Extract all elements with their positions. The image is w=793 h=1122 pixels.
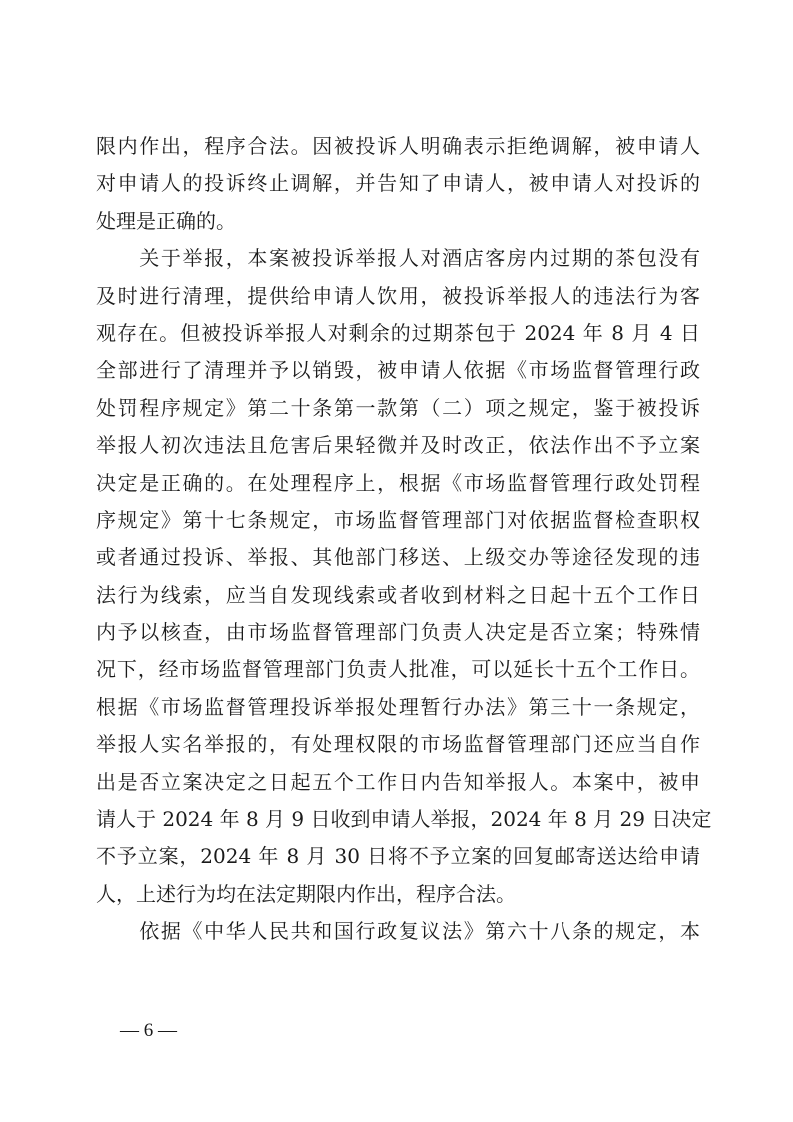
text-line: 出是否立案决定之日起五个工作日内告知举报人。本案中，被申 — [96, 769, 700, 794]
text-line: 法行为线索，应当自发现线索或者收到材料之日起十五个工作日 — [96, 582, 700, 607]
text-line: 限内作出，程序合法。因被投诉人明确表示拒绝调解，被申请人 — [96, 134, 700, 158]
text-line: 关于举报，本案被投诉举报人对酒店客房内过期的茶包没有 — [96, 246, 700, 271]
text-line: 处罚程序规定》第二十条第一款第（二）项之规定，鉴于被投诉 — [96, 395, 700, 420]
text-line: 举报人实名举报的，有处理权限的市场监督管理部门还应当自作 — [96, 732, 700, 757]
text-line: 况下，经市场监督管理部门负责人批准，可以延长十五个工作日。 — [96, 657, 700, 682]
body-text — [96, 128, 712, 951]
text-line: 及时进行清理，提供给申请人饮用，被投诉举报人的违法行为客 — [96, 283, 700, 308]
text-line: 举报人初次违法且危害后果轻微并及时改正，依法作出不予立案 — [96, 433, 700, 458]
text-line: 根据《市场监督管理投诉举报处理暂行办法》第三十一条规定， — [96, 694, 700, 719]
text-line: 请人于 2024 年 8 月 9 日收到申请人举报，2024 年 8 月 29 日决定 — [96, 807, 712, 832]
text-line: 或者通过投诉、举报、其他部门移送、上级交办等途径发现的违 — [96, 545, 700, 570]
text-line: 全部进行了清理并予以销毁，被申请人依据《市场监督管理行政 — [96, 358, 700, 383]
text-line: 观存在。但被投诉举报人对剩余的过期茶包于 2024 年 8 月 4 日 — [96, 320, 700, 345]
text-line: 处理是正确的。 — [96, 208, 236, 233]
text-line: 序规定》第十七条规定，市场监督管理部门对依据监督检查职权 — [96, 507, 700, 532]
text-line: 人，上述行为均在法定期限内作出，程序合法。 — [96, 881, 516, 906]
text-line: 内予以核查，由市场监督管理部门负责人决定是否立案；特殊情 — [96, 620, 700, 645]
text-line: 依据《中华人民共和国行政复议法》第六十八条的规定，本 — [96, 919, 700, 944]
text-line: 不予立案，2024 年 8 月 30 日将不予立案的回复邮寄送达给申请 — [96, 844, 700, 869]
page-number: — 6 — — [120, 1020, 177, 1041]
text-line: 决定是正确的。在处理程序上，根据《市场监督管理行政处罚程 — [96, 470, 700, 495]
text-line: 对申请人的投诉终止调解，并告知了申请人，被申请人对投诉的 — [96, 171, 700, 196]
